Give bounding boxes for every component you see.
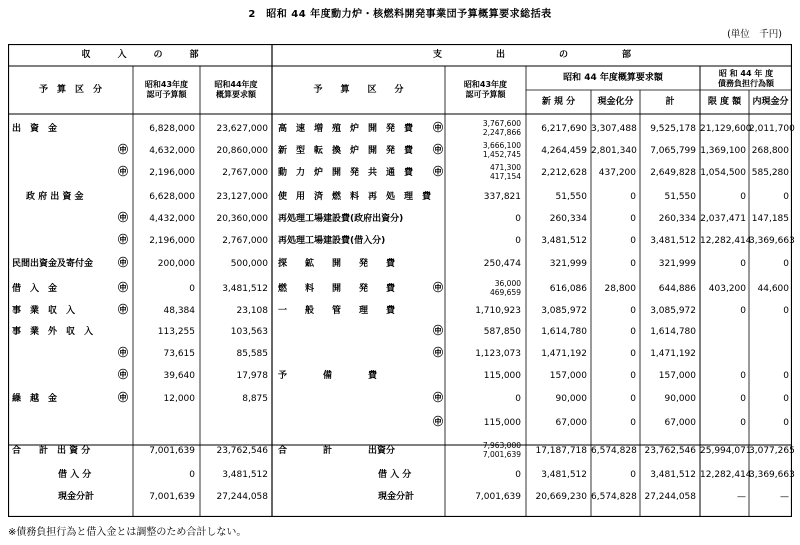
income-row-request: 8,875 xyxy=(242,394,268,404)
expense-row-label: 再処理工場建設費(政府出資分) xyxy=(278,214,404,224)
income-row-prev: 4,432,000 xyxy=(149,214,195,224)
expense-row-debt-cash: — xyxy=(780,492,789,502)
income-row-mark: ㊥ xyxy=(118,235,128,246)
expense-row-debt-cash: 147,185 xyxy=(751,214,789,224)
income-row-request: 85,585 xyxy=(236,349,268,359)
income-row-request: 3,481,512 xyxy=(222,284,268,294)
expense-row-debt-limit: 21,129,600 xyxy=(700,124,752,134)
income-row-prev: 2,196,000 xyxy=(149,168,195,178)
expense-row-new: 6,217,690 xyxy=(541,124,587,134)
income-row-request: 23,762,546 xyxy=(216,446,268,456)
debt-cash-header: 内現金分 xyxy=(752,97,789,107)
expense-row-debt-cash: 3,369,663 xyxy=(749,470,795,480)
debt-group-header: 昭 和 44 年 度 債務負担行為額 xyxy=(718,69,774,88)
expense-row-cash: 0 xyxy=(630,371,636,381)
expense-row-total: 321,999 xyxy=(658,259,696,269)
expense-row-cash: 6,574,828 xyxy=(591,446,637,456)
expense-row-total: 3,481,512 xyxy=(650,236,696,246)
expense-row-prev: 0 xyxy=(515,470,521,480)
expense-row-debt-limit: 1,369,100 xyxy=(700,146,746,156)
expense-row-prev: 115,000 xyxy=(483,371,521,381)
expense-row-new: 3,085,972 xyxy=(541,306,587,316)
expense-row-cash: 0 xyxy=(630,214,636,224)
expense-new-header: 新 規 分 xyxy=(541,97,576,107)
income-row-prev: 12,000 xyxy=(163,394,195,404)
document-title: 2 昭和 44 年度動力炉・核燃料開発事業団予算概算要求総括表 xyxy=(248,9,552,20)
expense-row-cash: 28,800 xyxy=(604,284,636,294)
income-row-mark: ㊥ xyxy=(118,145,128,156)
expense-row-cash: 437,200 xyxy=(598,168,636,178)
expense-row-debt-cash: 0 xyxy=(783,371,789,381)
income-row-mark: ㊥ xyxy=(118,305,128,316)
expense-row-debt-limit: 12,282,414 xyxy=(700,236,752,246)
expense-row-prev: 471,300 417,154 xyxy=(489,163,521,181)
income-row-prev: 113,255 xyxy=(157,327,195,337)
income-row-request: 27,244,058 xyxy=(216,492,268,502)
income-row-prev: 48,384 xyxy=(163,306,195,316)
expense-row-cash: 0 xyxy=(630,236,636,246)
expense-row-debt-limit: 403,200 xyxy=(708,284,746,294)
expense-row-total: 3,481,512 xyxy=(650,470,696,480)
expense-row-label: 燃 料 開 発 費 xyxy=(278,284,396,294)
income-row-label: 繰 越 金 xyxy=(12,394,58,404)
debt-limit-header: 限 度 額 xyxy=(707,97,742,107)
expense-row-debt-limit: — xyxy=(737,492,746,502)
expense-row-new: 321,999 xyxy=(549,259,587,269)
expense-row-total: 27,244,058 xyxy=(644,492,696,502)
expense-row-cash: 6,574,828 xyxy=(591,492,637,502)
expense-row-mark: ㊥ xyxy=(433,326,443,337)
expense-row-label: 一 般 管 理 費 xyxy=(278,306,396,316)
expense-row-new: 51,550 xyxy=(555,192,587,202)
expense-row-label: 新 型 転 換 炉 開 発 費 xyxy=(278,146,414,156)
expense-row-debt-cash: 44,600 xyxy=(757,284,789,294)
expense-row-new: 157,000 xyxy=(549,371,587,381)
income-row-request: 23,108 xyxy=(236,306,268,316)
unit-label: (単位 千円) xyxy=(727,29,782,40)
expense-row-label: 探 鉱 開 発 費 xyxy=(278,259,396,269)
expense-row-label: 現金分計 xyxy=(378,492,415,502)
expense-row-total: 23,762,546 xyxy=(644,446,696,456)
expense-row-prev: 7,001,639 xyxy=(475,492,521,502)
income-row-request: 17,978 xyxy=(236,371,268,381)
income-row-prev: 200,000 xyxy=(157,259,195,269)
income-row-request: 23,627,000 xyxy=(216,124,268,134)
expense-row-label: 動 力 炉 開 発 共 通 費 xyxy=(278,168,414,178)
expense-row-debt-cash: 2,011,700 xyxy=(749,124,795,134)
expense-row-label: 再処理工場建設費(借入分) xyxy=(278,236,386,246)
expense-row-mark: ㊥ xyxy=(433,123,443,134)
expense-row-total: 2,649,828 xyxy=(650,168,696,178)
expense-row-total: 3,085,972 xyxy=(650,306,696,316)
expense-row-label: 借 入 分 xyxy=(378,470,412,480)
income-row-request: 2,767,000 xyxy=(222,168,268,178)
income-row-prev: 0 xyxy=(189,470,195,480)
expense-row-prev: 7,963,000 7,001,639 xyxy=(482,441,521,459)
expense-row-debt-limit: 0 xyxy=(740,192,746,202)
expense-row-cash: 0 xyxy=(630,349,636,359)
expense-row-debt-cash: 0 xyxy=(783,418,789,428)
income-row-prev: 6,628,000 xyxy=(149,192,195,202)
expense-row-debt-cash: 0 xyxy=(783,259,789,269)
expense-row-new: 1,471,192 xyxy=(541,349,587,359)
expense-row-new: 3,481,512 xyxy=(541,236,587,246)
expense-row-debt-limit: 0 xyxy=(740,259,746,269)
expense-row-cash: 0 xyxy=(630,470,636,480)
income-row-mark: ㊥ xyxy=(118,283,128,294)
expense-row-mark: ㊥ xyxy=(433,167,443,178)
income-section-header: 収 入 の 部 xyxy=(81,50,199,60)
income-row-mark: ㊥ xyxy=(118,213,128,224)
expense-row-prev: 36,000 469,659 xyxy=(489,279,521,297)
expense-row-total: 7,065,799 xyxy=(650,146,696,156)
income-row-prev: 39,640 xyxy=(163,371,195,381)
expense-row-total: 67,000 xyxy=(664,418,696,428)
income-row-request: 20,360,000 xyxy=(216,214,268,224)
income-row-label: 借 入 分 xyxy=(58,470,92,480)
expense-row-prev: 3,767,600 2,247,866 xyxy=(482,119,521,137)
expense-row-new: 4,264,459 xyxy=(541,146,587,156)
expense-row-debt-limit: 25,994,071 xyxy=(700,446,752,456)
expense-cash-header: 現金化分 xyxy=(597,97,634,107)
expense-row-new: 67,000 xyxy=(555,418,587,428)
income-category-header: 予 算 区 分 xyxy=(38,85,102,95)
income-row-prev: 0 xyxy=(189,284,195,294)
expense-row-prev: 3,666,100 1,452,745 xyxy=(482,141,521,159)
expense-row-prev: 115,000 xyxy=(483,418,521,428)
income-row-label: 事 業 外 収 入 xyxy=(12,327,94,337)
income-row-request: 103,563 xyxy=(230,327,268,337)
budget-table xyxy=(8,44,795,517)
expense-row-debt-limit: 0 xyxy=(740,371,746,381)
expense-row-debt-cash: 0 xyxy=(783,192,789,202)
expense-row-cash: 0 xyxy=(630,192,636,202)
expense-row-new: 616,086 xyxy=(549,284,587,294)
expense-row-new: 1,614,780 xyxy=(541,327,587,337)
expense-row-cash: 0 xyxy=(630,327,636,337)
expense-row-label: 高 速 増 殖 炉 開 発 費 xyxy=(278,124,414,134)
expense-row-total: 260,334 xyxy=(658,214,696,224)
expense-row-new: 20,669,230 xyxy=(535,492,587,502)
expense-row-total: 51,550 xyxy=(664,192,696,202)
expense-row-label: 予 備 費 xyxy=(278,371,378,381)
expense-row-prev: 337,821 xyxy=(483,192,521,202)
income-row-label: 現金分計 xyxy=(58,492,95,502)
income-row-label: 借 入 金 xyxy=(12,284,58,294)
expense-row-new: 2,212,628 xyxy=(541,168,587,178)
income-row-mark: ㊥ xyxy=(118,370,128,381)
expense-row-new: 260,334 xyxy=(549,214,587,224)
income-row-prev: 7,001,639 xyxy=(149,492,195,502)
expense-row-debt-cash: 0 xyxy=(783,306,789,316)
expense-total-header: 計 xyxy=(665,97,675,107)
income-row-request: 20,860,000 xyxy=(216,146,268,156)
expense-row-debt-cash: 268,800 xyxy=(751,146,789,156)
expense-row-prev: 250,474 xyxy=(483,259,521,269)
expense-row-cash: 2,801,340 xyxy=(591,146,637,156)
income-row-prev: 73,615 xyxy=(163,349,195,359)
income-prev-year-header: 昭和43年度 認可予算額 xyxy=(144,80,189,99)
expense-row-debt-cash: 3,077,265 xyxy=(749,446,795,456)
income-row-label: 出 資 金 xyxy=(12,124,58,134)
expense-row-mark: ㊥ xyxy=(433,393,443,404)
expense-row-prev: 0 xyxy=(515,214,521,224)
expense-section-header: 支 出 の 部 xyxy=(432,50,631,60)
income-row-mark: ㊥ xyxy=(118,167,128,178)
income-row-request: 500,000 xyxy=(230,259,268,269)
expense-row-debt-limit: 12,282,414 xyxy=(700,470,752,480)
expense-row-new: 17,187,718 xyxy=(535,446,587,456)
expense-row-prev: 1,123,073 xyxy=(475,349,521,359)
expense-prev-year-header: 昭和43年度 認可予算額 xyxy=(463,80,508,99)
income-row-mark: ㊥ xyxy=(118,258,128,269)
income-row-label: 合 計 出 資 分 xyxy=(12,446,91,456)
expense-row-debt-limit: 1,054,500 xyxy=(700,168,746,178)
income-row-label: 政 府 出 資 金 xyxy=(26,192,84,202)
expense-row-debt-limit: 0 xyxy=(740,418,746,428)
expense-row-total: 157,000 xyxy=(658,371,696,381)
expense-row-total: 1,471,192 xyxy=(650,349,696,359)
expense-row-debt-cash: 3,369,663 xyxy=(749,236,795,246)
income-row-prev: 6,828,000 xyxy=(149,124,195,134)
expense-row-debt-limit: 0 xyxy=(740,306,746,316)
expense-request-group-header: 昭和 44 年度概算要求額 xyxy=(563,73,663,83)
expense-row-prev: 1,710,923 xyxy=(475,306,521,316)
expense-row-cash: 0 xyxy=(630,306,636,316)
expense-row-total: 9,525,178 xyxy=(650,124,696,134)
expense-row-prev: 0 xyxy=(515,394,521,404)
expense-row-debt-limit: 0 xyxy=(740,394,746,404)
expense-row-prev: 0 xyxy=(515,236,521,246)
expense-row-label: 合 計 出資分 xyxy=(278,446,396,456)
expense-row-mark: ㊥ xyxy=(433,417,443,428)
income-request-header: 昭和44年度 概算要求額 xyxy=(214,80,258,99)
expense-row-new: 90,000 xyxy=(555,394,587,404)
expense-row-new: 3,481,512 xyxy=(541,470,587,480)
expense-row-cash: 3,307,488 xyxy=(591,124,637,134)
income-row-mark: ㊥ xyxy=(118,348,128,359)
expense-row-mark: ㊥ xyxy=(433,348,443,359)
income-row-mark: ㊥ xyxy=(118,393,128,404)
expense-row-prev: 587,850 xyxy=(483,327,521,337)
footnote: ※債務負担行為と借入金とは調整のため合計しない。 xyxy=(8,527,247,538)
expense-row-total: 644,886 xyxy=(658,284,696,294)
expense-row-debt-cash: 585,280 xyxy=(751,168,789,178)
expense-row-debt-cash: 0 xyxy=(783,394,789,404)
income-row-prev: 2,196,000 xyxy=(149,236,195,246)
expense-row-label: 使 用 済 燃 料 再 処 理 費 xyxy=(278,192,432,202)
income-row-request: 23,127,000 xyxy=(216,192,268,202)
income-row-prev: 4,632,000 xyxy=(149,146,195,156)
expense-row-total: 1,614,780 xyxy=(650,327,696,337)
expense-row-debt-limit: 2,037,471 xyxy=(700,214,746,224)
expense-category-header: 予 算 区 分 xyxy=(313,85,404,95)
income-row-label: 事 業 収 入 xyxy=(12,306,76,316)
expense-row-cash: 0 xyxy=(630,418,636,428)
income-row-prev: 7,001,639 xyxy=(149,446,195,456)
expense-row-total: 90,000 xyxy=(664,394,696,404)
expense-row-cash: 0 xyxy=(630,394,636,404)
expense-row-cash: 0 xyxy=(630,259,636,269)
income-row-request: 3,481,512 xyxy=(222,470,268,480)
expense-row-mark: ㊥ xyxy=(433,283,443,294)
expense-row-mark: ㊥ xyxy=(433,145,443,156)
income-row-request: 2,767,000 xyxy=(222,236,268,246)
income-row-label: 民間出資金及寄付金 xyxy=(12,259,94,269)
